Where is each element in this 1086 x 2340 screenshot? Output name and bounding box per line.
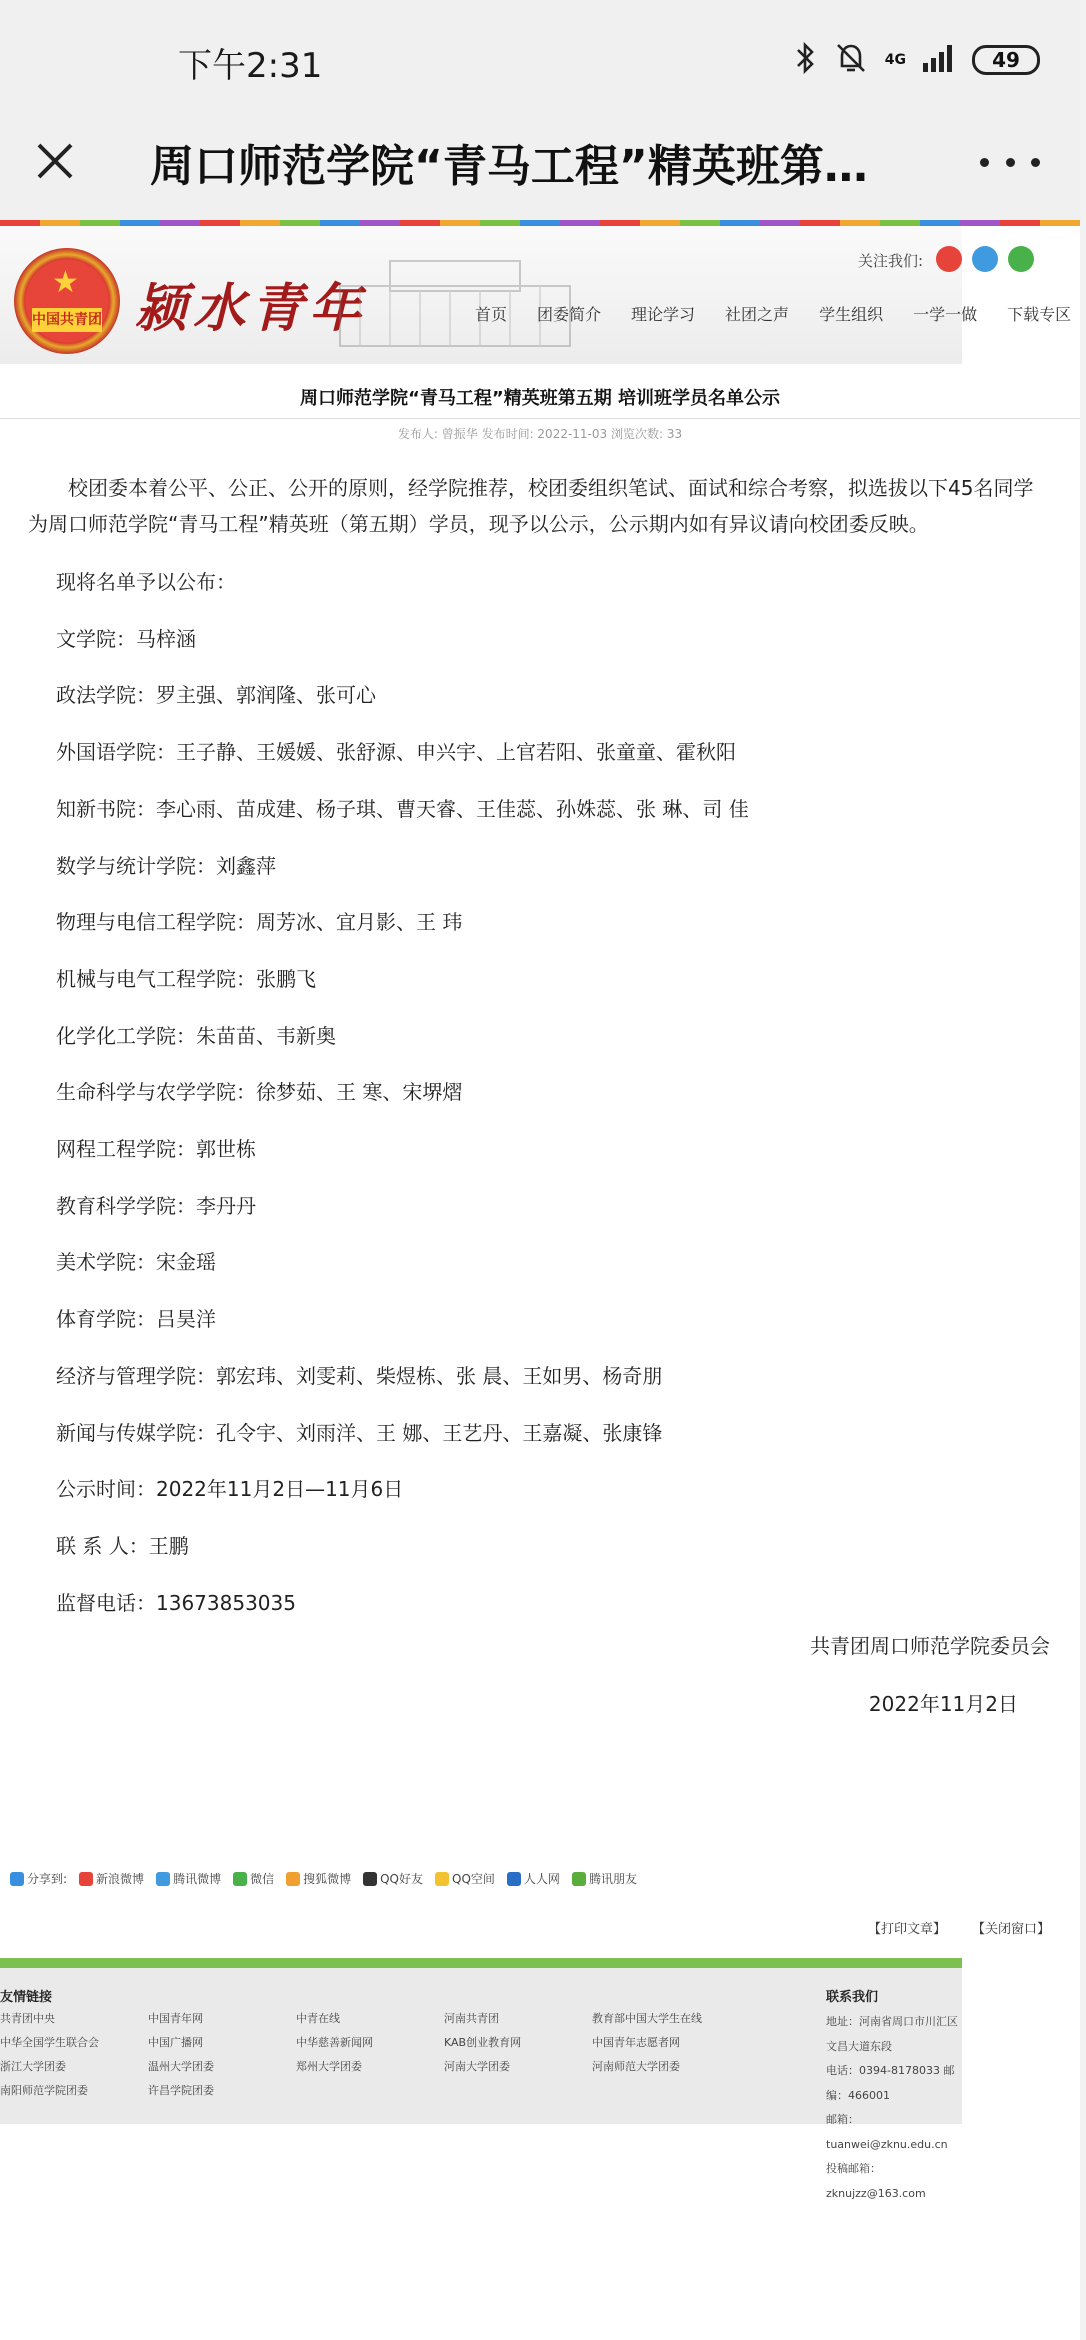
site-header — [0, 226, 1072, 364]
more-dot-icon — [1006, 158, 1015, 167]
friend-link[interactable]: KAB创业教育网 — [444, 2036, 522, 2049]
follow-us-label: 关注我们: — [858, 252, 924, 270]
contact-email[interactable]: 邮箱：tuanwei@zknu.edu.cn — [826, 2113, 948, 2151]
friend-link[interactable]: 河南大学团委 — [444, 2060, 510, 2073]
article-meta: 发布人: 曾振华 发布时间: 2022-11-03 浏览次数: 33 — [397, 427, 683, 441]
social-icons — [936, 246, 1034, 272]
share-qzone[interactable]: QQ空间 — [435, 1870, 495, 1887]
friend-link[interactable]: 郑州大学团委 — [296, 2060, 362, 2073]
article-title: 周口师范学院“青马工程”精英班第五期 培训班学员名单公示 — [300, 388, 780, 409]
friend-link[interactable]: 南阳师范学院团委 — [0, 2084, 88, 2097]
list-item: 网程工程学院：郭世栋 — [56, 1137, 256, 1162]
friend-link[interactable]: 浙江大学团委 — [0, 2060, 66, 2073]
intro-paragraph: 校团委本着公平、公正、公开的原则，经学院推荐，校团委组织笔试、面试和综合考察，拟选拔以下45名同学为周口师范学院“青马工程”精英班（第五期）学员，现予以公示，公示期内如有异议请向校团委反映。 — [28, 476, 1034, 536]
renren-icon — [507, 1872, 521, 1886]
network-type: 4G — [884, 52, 906, 68]
more-dot-icon — [980, 158, 989, 167]
friend-link[interactable]: 中国青年网 — [148, 2012, 203, 2025]
battery-indicator: 49 — [972, 45, 1040, 75]
mute-bell-icon — [833, 40, 869, 80]
wechat-icon[interactable] — [1008, 246, 1034, 272]
share-sohu-weibo[interactable]: 搜狐微博 — [286, 1870, 351, 1887]
share-bar — [10, 1870, 643, 1887]
nav-study[interactable]: 一学一做 — [913, 305, 978, 324]
emblem-text: 中国共青团 — [32, 308, 102, 332]
friend-link[interactable]: 温州大学团委 — [148, 2060, 214, 2073]
share-sina-weibo[interactable]: 新浪微博 — [79, 1870, 144, 1887]
tencent-friend-icon — [572, 1872, 586, 1886]
friend-link[interactable]: 河南师范大学团委 — [592, 2060, 680, 2073]
list-item: 体育学院：吕昊洋 — [56, 1307, 216, 1332]
share-renren[interactable]: 人人网 — [507, 1870, 560, 1887]
web-page — [0, 220, 1080, 2340]
list-item: 现将名单予以公布： — [56, 570, 236, 594]
article-intro — [28, 470, 1053, 542]
list-item: 文学院：马梓涵 — [56, 626, 196, 651]
contact-address: 地址：河南省周口市川汇区文昌大道东段 — [826, 2015, 958, 2053]
bluetooth-icon — [795, 41, 817, 79]
signal-icon — [922, 43, 956, 77]
contact-info — [826, 2010, 962, 2206]
list-item: 知新书院：李心雨、苗成建、杨子琪、曹天睿、王佳蕊、孙姝蕊、张 琳、司 佳 — [56, 796, 749, 821]
list-item: 教育科学学院：李丹丹 — [56, 1193, 256, 1218]
app-bar — [0, 120, 1080, 220]
list-item: 化学化工学院：朱苗苗、韦新奥 — [56, 1023, 336, 1048]
friend-link[interactable]: 许昌学院团委 — [148, 2084, 214, 2097]
nav-theory[interactable]: 理论学习 — [631, 305, 696, 324]
page-title: 周口师范学院“青马工程”精英班第… — [150, 141, 868, 192]
signature-date: 2022年11月2日 — [868, 1692, 1018, 1716]
list-item: 生命科学与农学学院：徐梦茹、王 寒、宋堺熠 — [56, 1080, 463, 1105]
more-dot-icon — [1031, 158, 1040, 167]
sohu-icon — [286, 1872, 300, 1886]
links-title: 友情链接 — [0, 1990, 53, 2005]
status-bar — [0, 0, 1080, 120]
friend-link[interactable]: 中青在线 — [296, 2012, 340, 2025]
friend-link[interactable]: 河南共青团 — [444, 2012, 499, 2025]
nav-orgs[interactable]: 学生组织 — [819, 305, 884, 324]
list-item: 新闻与传媒学院：孔令宇、刘雨洋、王 娜、王艺丹、王嘉凝、张康锋 — [56, 1420, 663, 1445]
divider — [0, 418, 1080, 419]
share-label: 分享到: — [10, 1870, 67, 1887]
share-tencent-friend[interactable]: 腾讯朋友 — [572, 1870, 637, 1887]
close-icon — [35, 141, 75, 181]
friend-link[interactable]: 中国广播网 — [148, 2036, 203, 2049]
share-wechat[interactable]: 微信 — [233, 1870, 274, 1887]
wechat-icon — [233, 1872, 247, 1886]
site-nav — [460, 302, 1086, 325]
building-illustration-icon — [330, 246, 580, 356]
list-item: 政法学院：罗主强、郭润隆、张可心 — [56, 683, 376, 708]
more-options-button[interactable] — [980, 142, 1040, 182]
list-item: 物理与电信工程学院：周芳冰、宜月影、王 玮 — [56, 910, 463, 935]
status-icons — [795, 40, 1040, 80]
nav-downloads[interactable]: 下载专区 — [1007, 305, 1072, 324]
friend-link[interactable]: 中华慈善新闻网 — [296, 2036, 373, 2049]
list-item: 美术学院：宋金瑶 — [56, 1250, 216, 1275]
signature-org: 共青团周口师范学院委员会 — [810, 1634, 1050, 1658]
list-item: 监督电话：13673853035 — [56, 1590, 296, 1615]
friend-link[interactable]: 共青团中央 — [0, 2012, 55, 2025]
tencent-weibo-icon — [156, 1872, 170, 1886]
share-qq-friend[interactable]: QQ好友 — [363, 1870, 423, 1887]
league-emblem-icon — [14, 248, 120, 354]
star-icon: ★ — [52, 265, 79, 300]
friend-link[interactable]: 中华全国学生联合会 — [0, 2036, 99, 2049]
print-row — [868, 1918, 1050, 1937]
close-window-link[interactable]: 【关闭窗口】 — [971, 1922, 1050, 1937]
friend-links — [0, 2010, 828, 2098]
tencent-weibo-icon[interactable] — [972, 246, 998, 272]
list-item: 数学与统计学院：刘鑫萍 — [56, 853, 276, 878]
weibo-icon — [79, 1872, 93, 1886]
friend-link[interactable]: 中国青年志愿者网 — [592, 2036, 680, 2049]
site-logo[interactable]: 颍水青年 — [135, 278, 368, 339]
list-item: 机械与电气工程学院：张鹏飞 — [56, 966, 316, 991]
footer — [0, 1968, 962, 2200]
friend-link[interactable]: 教育部中国大学生在线 — [592, 2012, 702, 2025]
weibo-icon[interactable] — [936, 246, 962, 272]
contact-title: 联系我们 — [826, 1990, 879, 2005]
qzone-icon — [435, 1872, 449, 1886]
contact-submit-email[interactable]: 投稿邮箱：zknujzz@163.com — [826, 2162, 926, 2200]
plus-icon — [10, 1872, 24, 1886]
contact-phone: 电话：0394-8178033 邮编：466001 — [826, 2064, 955, 2102]
list-item: 经济与管理学院：郭宏玮、刘雯莉、柴煜栋、张 晨、王如男、杨奇朋 — [56, 1363, 663, 1388]
status-time: 下午2:31 — [178, 46, 323, 86]
close-button[interactable] — [30, 136, 80, 186]
list-item: 联 系 人：王鹏 — [56, 1533, 189, 1558]
print-article-link[interactable]: 【打印文章】 — [867, 1922, 946, 1937]
nav-about[interactable]: 团委简介 — [537, 305, 602, 324]
share-tencent-weibo[interactable]: 腾讯微博 — [156, 1870, 221, 1887]
nav-clubs[interactable]: 社团之声 — [725, 305, 790, 324]
article-entries — [56, 554, 1046, 1631]
qq-icon — [363, 1872, 377, 1886]
footer-divider — [0, 1958, 962, 1968]
list-item: 外国语学院：王子静、王媛媛、张舒源、申兴宇、上官若阳、张童童、霍秋阳 — [56, 740, 736, 765]
nav-home[interactable]: 首页 — [475, 305, 508, 324]
list-item: 公示时间：2022年11月2日—11月6日 — [56, 1477, 404, 1502]
